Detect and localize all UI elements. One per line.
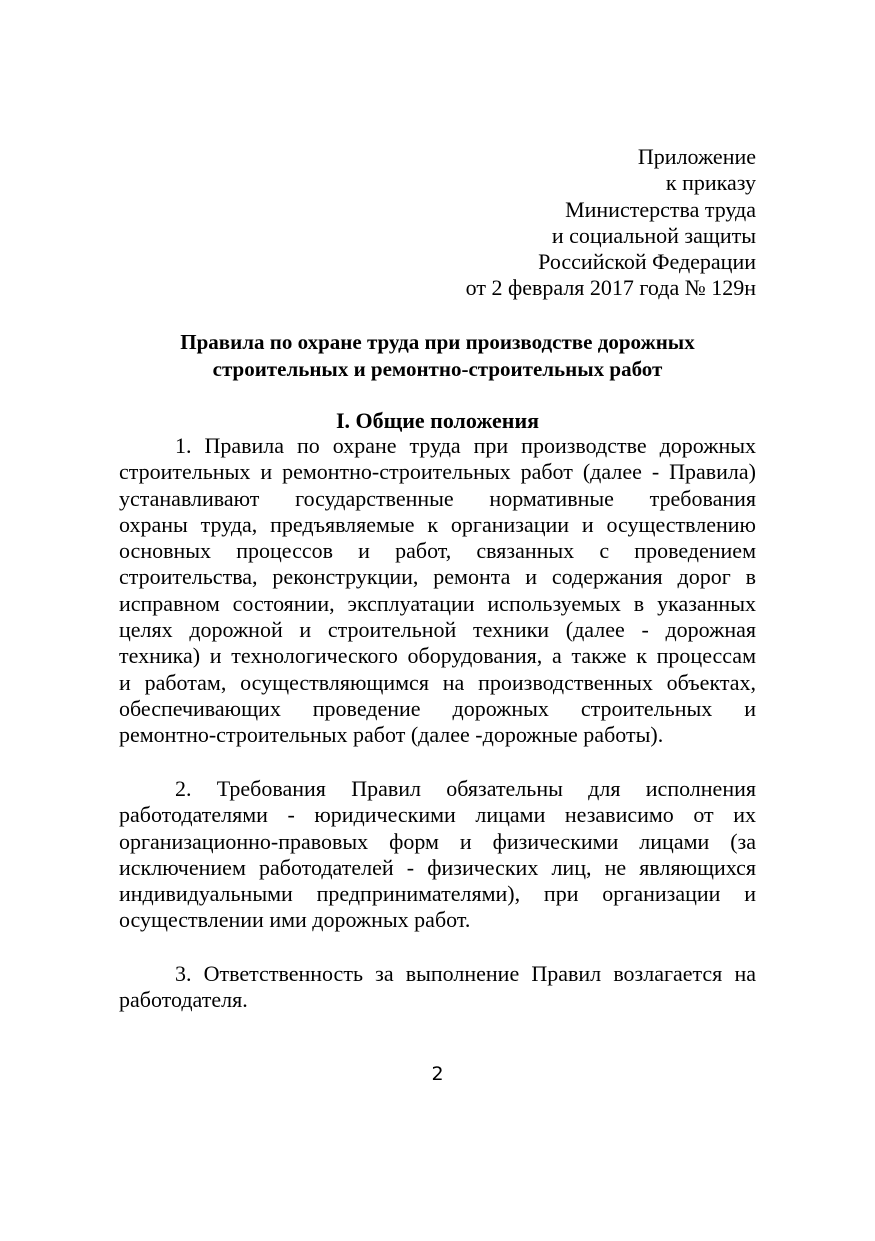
paragraph-line: основных процессов и работ, связанных с проведением <box>119 538 756 564</box>
section-heading: I. Общие положения <box>335 408 540 433</box>
appendix-line: Российской Федерации <box>538 249 756 275</box>
paragraph-line: осуществлении ими дорожных работ. <box>119 907 471 933</box>
paragraph-line: 2. Требования Правил обязательны для исполнения <box>175 776 756 801</box>
paragraph-line: исправном состоянии, эксплуатации используемых в указанных <box>119 590 756 616</box>
paragraph-line: организационно-правовых форм и физическими лицами (за <box>119 828 756 854</box>
paragraph-line: исключением работодателей - физических лиц, не являющихся <box>119 854 756 880</box>
appendix-line: к приказу <box>665 170 756 196</box>
paragraph-line: ремонтно-строительных работ (далее -дорожные работы). <box>119 722 664 748</box>
appendix-line: Министерства труда <box>565 196 756 222</box>
paragraph-line: техника) и технологического оборудования, а также к процессам <box>119 643 756 669</box>
appendix-line: от 2 февраля 2017 года № 129н <box>465 275 756 301</box>
paragraph-3 <box>119 961 756 1014</box>
paragraph-line: 1. Правила по охране труда при производстве дорожных <box>175 433 756 458</box>
page-number: 2 <box>431 1063 444 1085</box>
appendix-line: Приложение <box>637 144 756 169</box>
paragraph-line: обеспечивающих проведение дорожных строительных и <box>119 695 756 721</box>
paragraph-2 <box>119 776 756 934</box>
document-title <box>119 329 756 383</box>
paragraph-1 <box>119 433 756 749</box>
paragraph-line: 3. Ответственность за выполнение Правил возлагается на <box>175 961 756 986</box>
appendix-line: и социальной защиты <box>551 222 756 248</box>
paragraph-line: целях дорожной и строительной техники (далее - дорожная <box>119 617 756 643</box>
paragraph-line: строительных и ремонтно-строительных работ (далее - Правила) <box>119 459 756 485</box>
paragraph-line: работодателя. <box>119 987 248 1013</box>
paragraph-line: работодателями - юридическими лицами независимо от их <box>119 802 756 828</box>
paragraph-line: охраны труда, предъявляемые к организации и осуществлению <box>119 511 756 537</box>
title-line: Правила по охране труда при производстве дорожных <box>180 330 695 354</box>
paragraph-line: и работам, осуществляющимся на производственных объектах, <box>119 669 756 695</box>
paragraph-line: индивидуальными предпринимателями), при организации и <box>119 881 756 907</box>
appendix-block <box>466 144 756 302</box>
paragraph-line: строительства, реконструкции, ремонта и содержания дорог в <box>119 564 756 590</box>
paragraph-line: устанавливают государственные нормативные требования <box>119 485 756 511</box>
title-line: строительных и ремонтно-строительных работ <box>212 357 663 381</box>
